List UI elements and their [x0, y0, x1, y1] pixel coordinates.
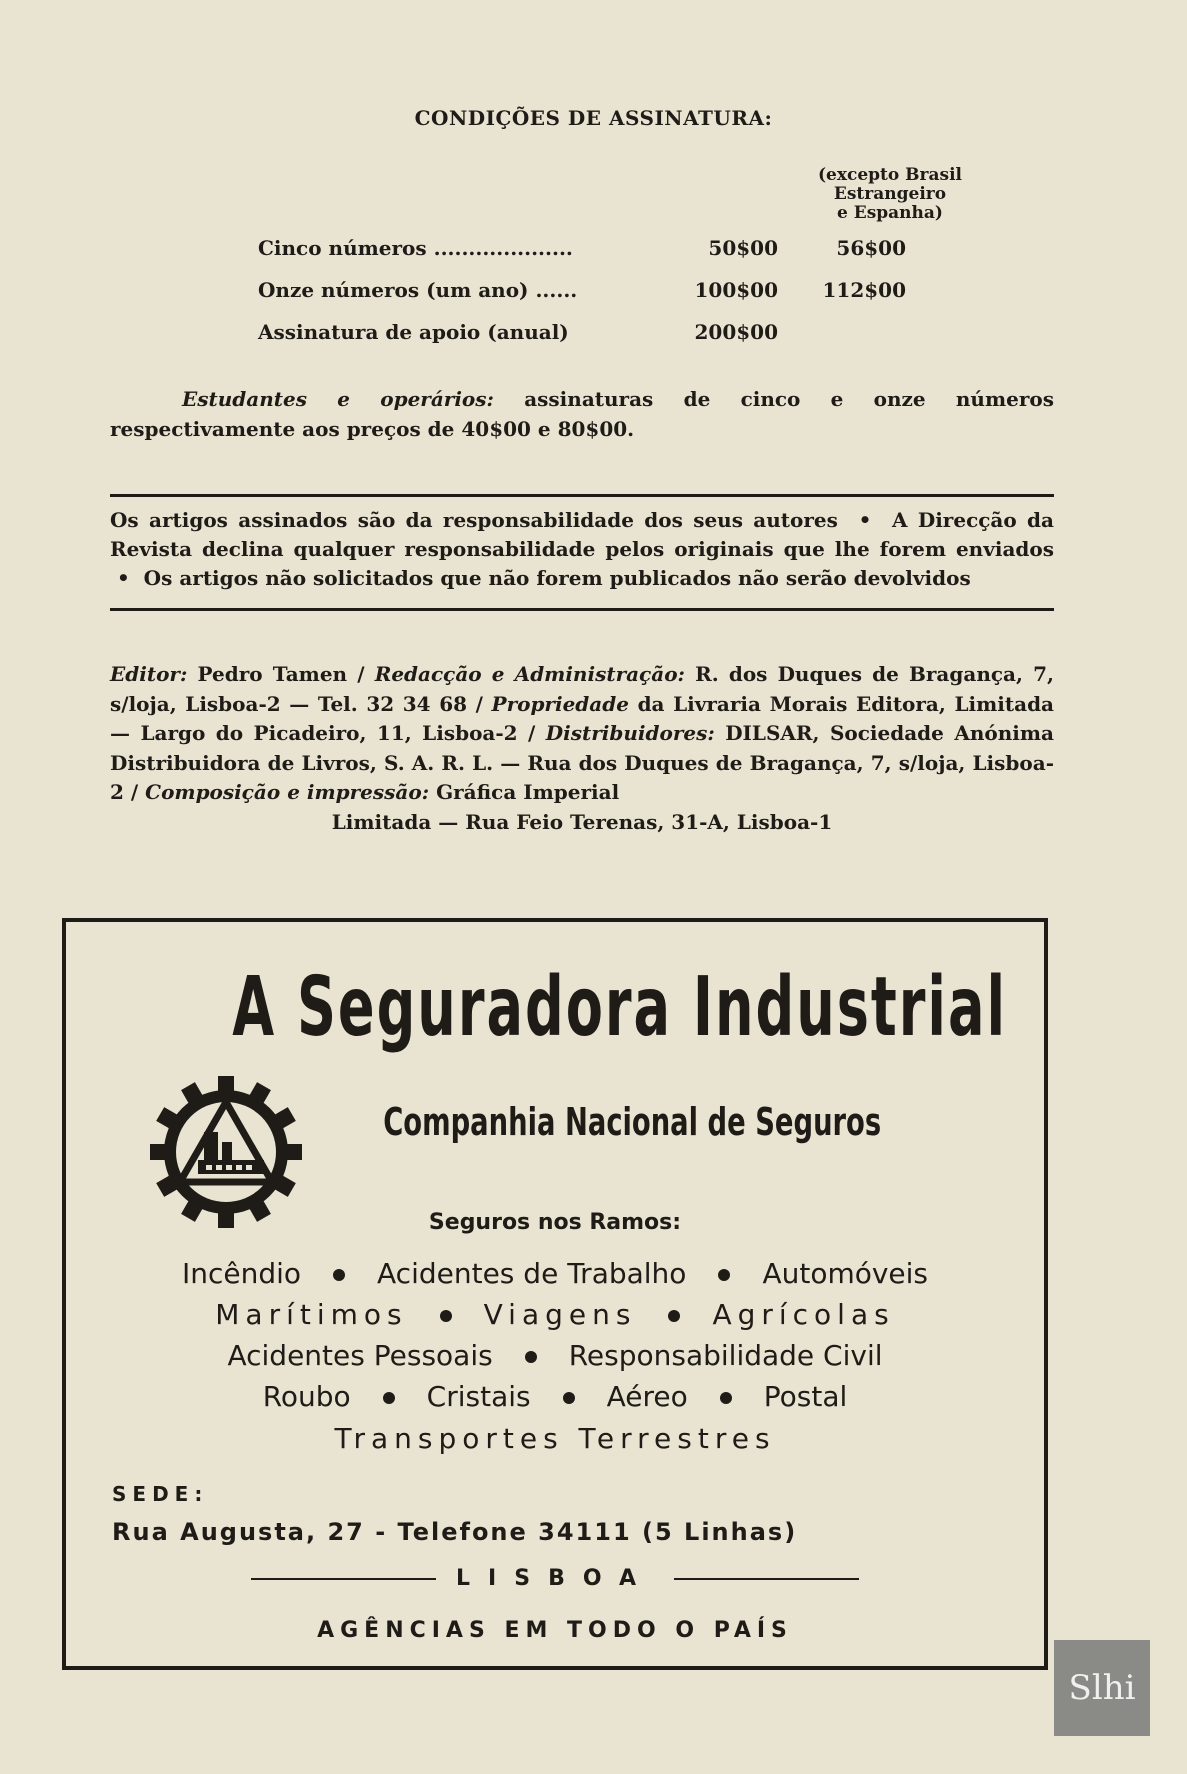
divider [110, 608, 1054, 611]
distribuidores-label: Distribuidores: [545, 721, 715, 745]
price-value: 200$00 [694, 320, 778, 344]
insurance-branch: Automóveis [762, 1257, 929, 1290]
price-label: Cinco números .................... [258, 236, 573, 260]
ad-subtitle: Companhia Nacional de Seguros [383, 1100, 882, 1144]
price-label: Assinatura de apoio (anual) [258, 320, 569, 344]
foreign-header-line: e Espanha) [837, 203, 943, 223]
city: LISBOA [456, 1566, 654, 1591]
sede-address: Rua Augusta, 27 - Telefone 34111 (5 Linhas) [112, 1518, 798, 1546]
foreign-price-value: 56$00 [836, 236, 906, 260]
insurance-line [66, 1422, 1044, 1455]
student-note-text: assinaturas de cinco e onze números respectivamente aos preços de 40$00 e 80$00. [110, 387, 1054, 441]
bullet-icon [525, 1351, 537, 1363]
editor: Pedro Tamen / [197, 662, 365, 686]
credits-last-line: Limitada — Rua Feio Terenas, 31-A, Lisboa-1 [331, 809, 833, 834]
divider [674, 1578, 859, 1580]
price-value: 100$00 [694, 278, 778, 302]
insurance-line [66, 1257, 1044, 1290]
composicao-label: Composição e impressão: [145, 780, 430, 804]
advertisement [62, 918, 1048, 1670]
bullet-icon [440, 1310, 452, 1322]
composicao: Gráfica Imperial [436, 780, 620, 804]
insurance-line [66, 1298, 1044, 1331]
disclaimer-text: Os artigos não solicitados que não forem publicados não serão devolvidos [143, 566, 971, 590]
student-note-label: Estudantes e operários: [182, 387, 494, 411]
price-row [258, 278, 958, 310]
divider [251, 1578, 436, 1580]
divider [110, 494, 1054, 497]
insurance-branch: Agrícolas [712, 1298, 895, 1331]
insurance-branch: Aéreo [606, 1380, 688, 1413]
insurance-branch: Responsabilidade Civil [568, 1339, 883, 1372]
gear-logo-icon [146, 1072, 306, 1232]
insurance-branch: Cristais [426, 1380, 531, 1413]
ramos-label: Seguros nos Ramos: [428, 1210, 682, 1235]
credits [110, 660, 1054, 837]
agencias: AGÊNCIAS EM TODO O PAÍS [317, 1618, 793, 1643]
distribuidores: DILSAR, Sociedade Anónima Distribuidora de Livros, S. A. R. L. — Rua dos Duques de Bragança, 7, s/loja, Lisboa-2 / [110, 721, 1054, 804]
city-row [66, 1566, 1044, 1591]
insurance-line [66, 1380, 1044, 1413]
foreign-price-value: 112$00 [822, 278, 906, 302]
sede-label: SEDE: [112, 1482, 209, 1506]
insurance-branch: Roubo [262, 1380, 351, 1413]
watermark-logo: Slhi [1054, 1640, 1150, 1736]
propriedade-label: Propriedade [491, 691, 629, 716]
price-label: Onze números (um ano) ...... [258, 278, 578, 302]
propriedade: da Livraria Morais Editora, Limitada — Largo do Picadeiro, 11, Lisboa-2 / [110, 691, 1055, 745]
insurance-branch: Marítimos [215, 1298, 408, 1331]
foreign-price-header [780, 166, 1000, 223]
ad-title: A Seguradora Industrial [232, 960, 1007, 1055]
bullet-icon [718, 1269, 730, 1281]
foreign-header-line: (excepto Brasil [818, 165, 962, 185]
insurance-line [66, 1339, 1044, 1372]
bullet-icon [720, 1392, 732, 1404]
insurance-branch: Incêndio [181, 1257, 302, 1290]
insurance-branch: Acidentes Pessoais [227, 1339, 493, 1372]
price-row [258, 320, 958, 352]
bullet-icon [383, 1392, 395, 1404]
foreign-header-line: Estrangeiro [833, 184, 947, 204]
disclaimer-text: Os artigos assinados são da responsabilidade dos seus autores [110, 508, 838, 532]
subscription-title: CONDIÇÕES DE ASSINATURA: [414, 106, 773, 130]
editor-label: Editor: [110, 662, 188, 686]
redaccao-label: Redacção e Administração: [374, 662, 685, 686]
disclaimer: Os artigos assinados são da responsabilidade dos seus autores • A Direcção da Revista declina qualquer responsabilidade pelos originais que lhe forem enviados • Os artigos não solicitados que não forem publicados não serão devolvidos [110, 508, 1054, 590]
disclaimer-text: A Direcção da Revista declina qualquer responsabilidade pelos originais que lhe forem enviados [110, 508, 1054, 561]
bullet-icon [563, 1392, 575, 1404]
insurance-branch: Acidentes de Trabalho [377, 1257, 687, 1290]
insurance-branch: Postal [763, 1380, 848, 1413]
price-row [258, 236, 958, 268]
redaccao: R. dos Duques de Bragança, 7, s/loja, Lisboa-2 — Tel. 32 34 68 / [110, 662, 1054, 716]
bullet-icon [668, 1310, 680, 1322]
student-note [110, 384, 1054, 444]
bullet-icon [333, 1269, 345, 1281]
insurance-branch: Transportes Terrestres [334, 1422, 776, 1455]
insurance-branch: Viagens [483, 1298, 637, 1331]
price-value: 50$00 [708, 236, 778, 260]
